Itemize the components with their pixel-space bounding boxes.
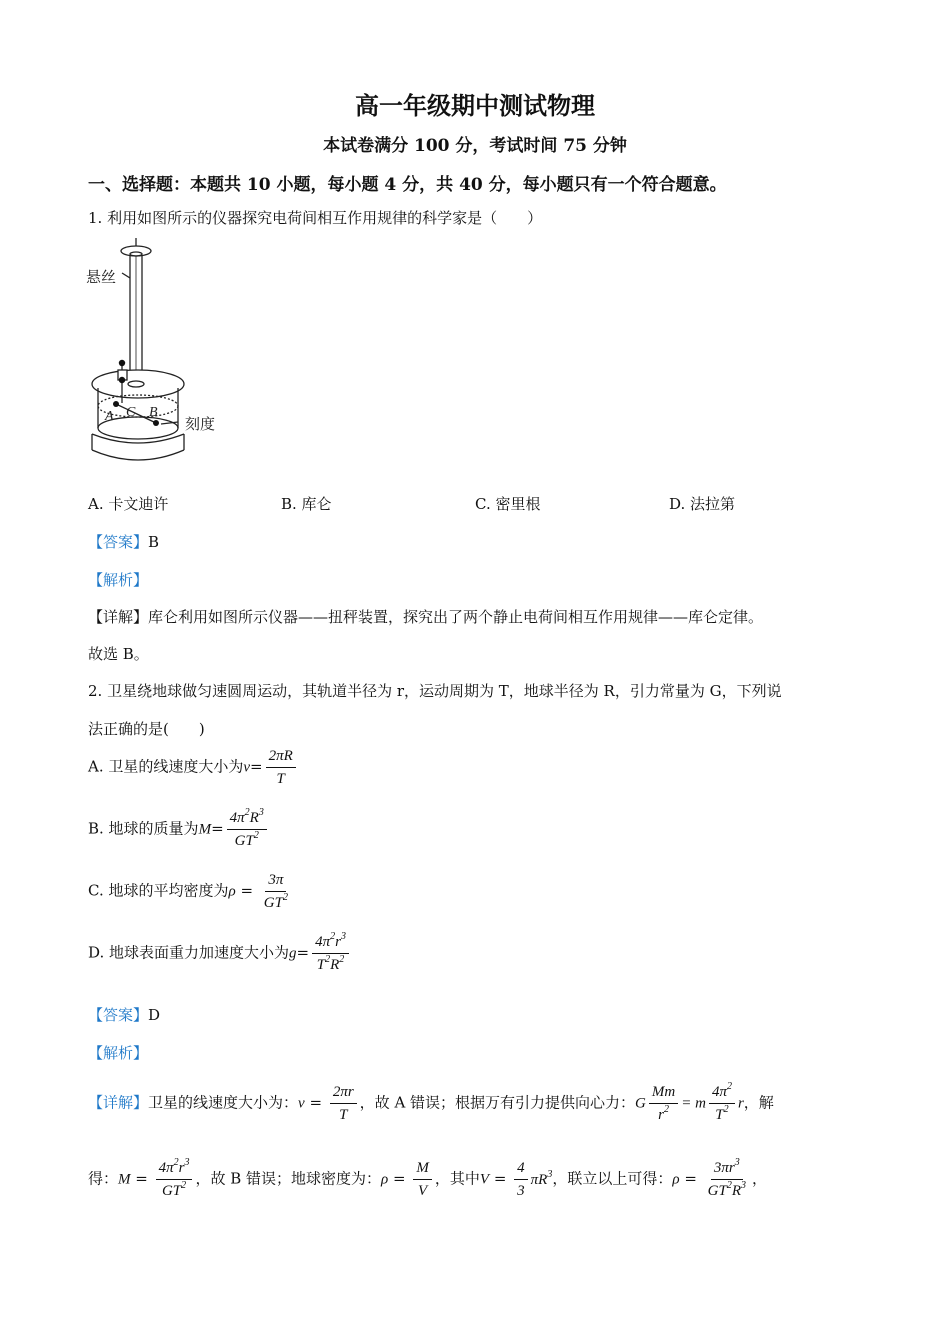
detail-seg3: ，解 <box>743 1093 774 1112</box>
q2-detail-line2: 得：M = $\frac{4\pi^2r^3}{GT^2}$ ，故 B 错误；地球密度为：ρ = $\frac{M}{V}$ ，其中V = $\frac{4}{3}$ $\pi R^3$，联立以上可得：ρ = $\frac{3\pi r^3}{GT^2R^3}$ ， <box>88 1157 768 1199</box>
fraction-4-over-3: $\frac{4}{3}$ <box>514 1158 528 1201</box>
q1-analysis-tag: 【解析】 <box>88 571 149 589</box>
option-b-text: B. 地球的质量为 <box>88 819 199 838</box>
q1-option-b: B. 库仑 <box>281 495 332 513</box>
detail-seg7: ，联立以上可得： <box>552 1169 673 1188</box>
fraction-density: $\frac{3\pi}{GT^2}$ <box>263 872 288 911</box>
fraction-M-over-V: $\frac{M}{V}$ <box>413 1158 432 1201</box>
q2-answer <box>88 1004 160 1025</box>
option-d-text: D. 地球表面重力加速度大小为 <box>88 943 290 962</box>
q2-option-d: D. 地球表面重力加速度大小为g= $\frac{4\pi^2r^3}{T^2R^2}$ <box>88 932 352 975</box>
figure-label-scale: 刻度 <box>185 415 216 433</box>
formula-rho: ρ <box>228 883 236 900</box>
fraction-gravity: $\frac{4\pi^2r^3}{T^2R^2}$ <box>312 932 349 975</box>
q1-option-c: C. 密里根 <box>475 495 541 513</box>
fraction-density-final: $\frac{3\pi r^3}{GT^2R^3}$ <box>707 1157 747 1199</box>
answer-value: B <box>148 533 160 551</box>
q1-option-a: A. 卡文迪许 <box>88 495 169 513</box>
answer-tag: 【答案】 <box>88 1006 149 1024</box>
formula-rho-final: ρ <box>672 1171 680 1188</box>
formula-m: M <box>118 1171 131 1188</box>
q1-answer <box>88 531 159 552</box>
q1-stem: 1. 利用如图所示的仪器探究电荷间相互作用规律的科学家是（ ） <box>88 209 543 227</box>
figure-label-b: B <box>149 405 158 420</box>
option-c-text: C. 地球的平均密度为 <box>88 881 229 900</box>
detail-seg2: ，故 A 错误；根据万有引力提供向心力： <box>359 1093 636 1112</box>
q2-stem-line1: 2. 卫星绕地球做匀速圆周运动，其轨道半径为 r，运动周期为 T，地球半径为 R，引力常量为 G，下列说 <box>88 682 782 700</box>
q1-conclusion: 故选 B。 <box>88 645 149 663</box>
q2-detail-line1: 【详解】卫星的线速度大小为：v = $\frac{2\pi r}{T}$ ，故 A 错误；根据万有引力提供向心力：G $\frac{Mm}{r^2}$ = m $\frac{4\pi^2}{T^2}$ r，解 <box>88 1081 774 1123</box>
q2-option-a: A. 卫星的线速度大小为v= $\frac{2\pi R}{T}$ <box>88 746 299 789</box>
fraction-2piR-over-T: $\frac{2\pi R}{T}$ <box>266 746 296 789</box>
formula-v: v <box>243 759 251 776</box>
figure-label-a: A <box>105 409 114 424</box>
page-title: 高一年级期中测试物理 <box>355 91 595 120</box>
detail-tag: 【详解】 <box>88 608 149 626</box>
formula-volume: V <box>479 1171 490 1188</box>
fraction-mass-derived: $\frac{4\pi^2r^3}{GT^2}$ <box>156 1158 193 1201</box>
fraction-4pi2-over-T2: $\frac{4\pi^2}{T^2}$ <box>709 1082 735 1125</box>
detail-seg6: ，其中 <box>434 1169 480 1188</box>
formula-g: g <box>289 945 297 962</box>
torsion-balance-illustration <box>86 238 236 468</box>
formula-rho: ρ <box>381 1171 389 1188</box>
q1-detail <box>88 606 763 627</box>
figure-label-c: C <box>126 405 136 420</box>
q2-option-b: B. 地球的质量为M= $\frac{4\pi^2R^3}{GT^2}$ <box>88 808 270 851</box>
q2-analysis-tag: 【解析】 <box>88 1044 149 1062</box>
detail-seg5: ，故 B 错误；地球密度为： <box>195 1169 382 1188</box>
option-a-text: A. 卫星的线速度大小为 <box>88 757 244 776</box>
figure-label-wire: 悬丝 <box>86 268 117 286</box>
answer-value: D <box>148 1006 161 1024</box>
detail-seg8: ， <box>752 1169 768 1188</box>
formula-m: M <box>198 821 212 838</box>
formula-v: v <box>298 1095 305 1112</box>
answer-tag: 【答案】 <box>88 533 149 551</box>
detail-tag: 【详解】 <box>88 1093 149 1112</box>
detail-seg4: 得： <box>88 1169 119 1188</box>
section-heading: 一、选择题：本题共 10 小题，每小题 4 分，共 40 分，每小题只有一个符合题意。 <box>88 175 727 195</box>
q1-option-d: D. 法拉第 <box>669 495 736 513</box>
exam-info: 本试卷满分 100 分，考试时间 75 分钟 <box>323 136 627 156</box>
torsion-balance-figure <box>86 238 236 472</box>
q2-stem-line2: 法正确的是( ) <box>88 720 205 738</box>
fraction-mass: $\frac{4\pi^2R^3}{GT^2}$ <box>227 808 267 851</box>
formula-gravitation: G <box>635 1095 646 1112</box>
fraction-Mm-over-r2: $\frac{Mm}{r^2}$ <box>649 1082 678 1125</box>
fraction-2pir-over-T: $\frac{2\pi r}{T}$ <box>330 1082 357 1125</box>
detail-seg1: 卫星的线速度大小为： <box>148 1093 299 1112</box>
q2-option-c: C. 地球的平均密度为ρ = $\frac{3\pi}{GT^2}$ <box>88 870 294 913</box>
detail-text: 库仑利用如图所示仪器——扭秤装置，探究出了两个静止电荷间相互作用规律——库仑定律。 <box>148 608 764 626</box>
